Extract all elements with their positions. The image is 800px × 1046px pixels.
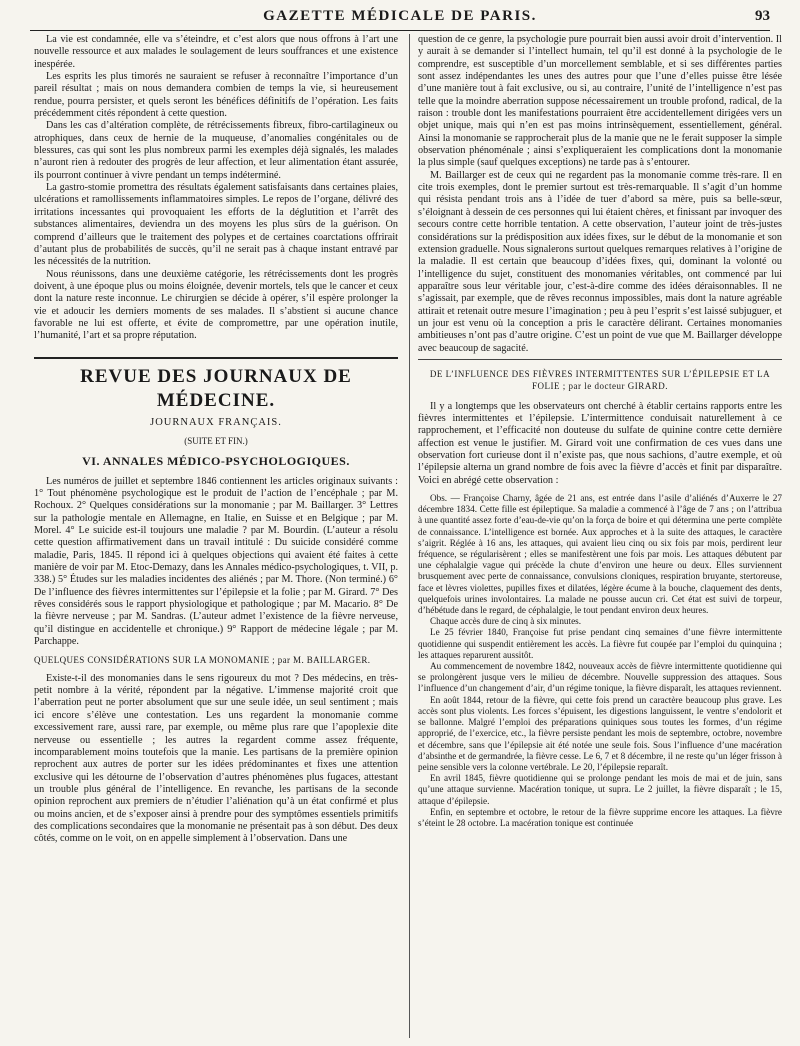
- page-number: 93: [755, 8, 770, 24]
- review-continuation: (SUITE ET FIN.): [184, 435, 248, 446]
- article-heading: QUELQUES CONSIDÉRATIONS SUR LA MONOMANIE ; par M. BAILLARGER.: [34, 655, 371, 666]
- paragraph: En août 1844, retour de la fièvre, qui cette fois prend un caractère beaucoup plus grave. Les accès sont plus violents. Les forces s’épuisent, les digestions languissent, le ventre s’endolorit et se ballonne. Malgré l’emploi des préparations quiniques sous toutes les formes, d’un régime approprié, de l’exercice, etc., la fièvre persiste pendant les mois de septembre, octobre, novembre et décembre, sans que l’épilepsie ait été notée une seule fois. Sous l’influence d’une macération d’absinthe et de germandrée, la fièvre cesse. Le 6, 7 et 8 décembre, il ne reste qu’un léger frisson à peine sensible vers la colonne vertébrale. Le 20, l’épilepsie reparaît.: [418, 694, 782, 772]
- paragraph: Les esprits les plus timorés ne sauraient se refuser à reconnaître l’importance d’un pareil résultat ; mais on nous demandera combien de temps la vie, si heureusement rendue, pourra persister, et quels seront les bénéfices définitifs de l’opération. Les faits précédemment cités répondent à cette question.: [34, 71, 398, 120]
- paragraph: Nous réunissons, dans une deuxième catégorie, les rétrécissements dont les progrès doivent, à une époque plus ou moins éloignée, devenir mortels, tels que le cancer et ceux dont la nature reste inconnue. Le chirurgien se décide à opérer, s’il espère prolonger la vie et adoucir les derniers moments de ses malades. Il s’abstient si aucune chance favorable ne lui est offerte, et évite de compromettre, par une opération inutile, l’humanité, l’art et sa propre réputation.: [34, 268, 398, 342]
- paragraph: Au commencement de novembre 1842, nouveaux accès de fièvre intermittente quotidienne qui se prolongèrent jusque vers le milieu de décembre. Nouvelle suppression des attaques. Sous l’influence d’un changement d’air, d’un régime tonique, la fièvre disparaît, les attaques reviennent.: [418, 661, 782, 694]
- paragraph: La gastro-stomie promettra des résultats également satisfaisants dans certaines plaies, ulcérations et ramollissements inflammatoires simples. Le repos de l’organe, délivré des irritations incessantes qui provoquaient les efforts de la déglutition et l’arrêt des substances alimentaires, deviendra un des moyens les plus sûrs de la guérison. On comprend d’ailleurs que le traitement des polypes et de certaines coarctations offrirait d’autant plus de probabilités de succès, qu’il ne serait pas à chaque instant entravé par les nécessités de la nutrition.: [34, 182, 398, 268]
- page-header: [30, 6, 770, 31]
- section-divider: [418, 359, 782, 360]
- observation-block: [418, 493, 782, 829]
- column-divider: [409, 34, 410, 1038]
- paragraph: question de ce genre, la psychologie pure pourrait bien aussi avoir droit d’intervention. Il y aurait à se demander si l’intellect humain, tel qu’il est donné à la psychologie de le comprendre, est susceptible d’un morcellement semblable, et si ses différentes parties sont assez indépendantes les unes des autres pour que l’une d’elles puisse être lésée d’une manière tout à fait exclusive, ou si, au contraire, l’unité de l’intelligence n’est pas telle que la moindre aberration suppose nécessairement un trouble profond, radical, de la raison : trouble dont les manifestations pourraient être accidentellement dirigées vers un objet unique, mais qui n’en est pas moins intrinsèquement, essentiellement, général. Ainsi la monomanie se rapprocherait plus de la manie que ne le ferait supposer la simple observation phénoménale ; ainsi s’expliqueraient les complications dont la monomanie la plus simple (sauf quelques exceptions) ne tarde pas à s’entourer.: [418, 34, 782, 169]
- paragraph: M. Baillarger est de ceux qui ne regardent pas la monomanie comme très-rare. Il en cite trois exemples, dont le premier surtout est très-remarquable. Il s’agit d’un homme qui résista pendant trois ans à l’idée de tuer d’abord sa mère, puis sa belle-sœur, s’éloignant à dessein de ces personnes qui lui étaient chères, et finissant par invoquer des secours contre cette horrible tentation. A cette observation, l’auteur joint de très-justes considérations sur la prédisposition aux idées fixes, sur le début de la monomanie et son extension graduelle. Nous signalerons surtout quelques remarques relatives à l’origine de la maladie. Il est certain que beaucoup d’idées fixes, qui, dominant la volonté ou l’intelligence du sujet, constituent des monomanies véritables, ont commencé par lui apparaître sous leur véritable jour, c’est-à-dire comme des idées déraisonnables. Il ne s’agissait, par exemple, que de rêves reconnus impossibles, mais dont la nature agréable attirait et retenait outre mesure l’imagination ; peu à peu l’esprit s’est laissé subjuguer, et un jour est venu où la conception a pris le caractère délirant. Certaines monomanies ambitieuses n’ont pas d’autre origine. C’est un point de vue que M. Baillarger développe avec beaucoup de sagacité.: [418, 169, 782, 354]
- paragraph: Dans les cas d’altération complète, de rétrécissements fibreux, fibro-cartilagineux ou atrophiques, dans ceux de hernie de la muqueuse, d’anomalies congénitales ou de blessures, cas qui sont les plus nombreux parmi les exemples déjà signalés, les malades n’auront rien à redouter des progrès de leur affection, et leur alimentation étant assurée, ils pourront continuer à vivre pendant un temps indéterminé.: [34, 120, 398, 181]
- paragraph: Les numéros de juillet et septembre 1846 contiennent les articles originaux suivants : 1° Tout phénomène psychologique est le produit de l’action de l’encéphale ; par M. Rochoux. 2° Quelques considérations sur la monomanie ; par M. Baillarger. 3° Lettres sur la pathologie mentale en Allemagne, en Italie, en Suisse et en Belgique ; par M. Morel. 4° Le suicide est-il toujours une maladie ? par M. Bourdin. (L’auteur a résolu cette question affirmativement dans un travail intitulé : Du suicide considéré comme maladie, Paris, 1845. Il répond ici à quelques objections qui avaient été faites à cette manière de voir par M. Etoc-Demazy, dans les Annales médico-psychologiques, t. VII, p. 338.) 5° Études sur les maladies incidentes des aliénés ; par M. Thore. (Non terminé.) 6° De l’influence des fièvres intermittentes sur l’épilepsie et la folie ; par M. Girard. 7° Des rêves considérés sous le rapport physiologique et pathologique ; par M. Macario. 8° De la fièvre nerveuse ; par M. Sandras. (L’auteur admet l’existence de la fièvre nerveuse, qu’il distingue en accidentelle et chronique.) 9° Rapport de médecine légale ; par M. Parchappe.: [34, 475, 398, 648]
- paragraph: Enfin, en septembre et octobre, le retour de la fièvre supprime encore les attaques. La fièvre s’éteint le 28 octobre. La macération tonique est continuée: [418, 806, 782, 828]
- review-title: REVUE DES JOURNAUX DE MÉDECINE.: [34, 357, 398, 413]
- section-heading: VI. ANNALES MÉDICO-PSYCHOLOGIQUES.: [82, 454, 350, 469]
- article-heading: DE L’INFLUENCE DES FIÈVRES INTERMITTENTES SUR L’ÉPILEPSIE ET LA FOLIE ; par le docteur GIRARD.: [429, 368, 771, 392]
- paragraph: Le 25 février 1840, Françoise fut prise pendant cinq semaines d’une fièvre intermittente quotidienne qui suspendit entièrement les accès. La fièvre fut coupée par l’emploi du quinquina ; les attaques reparurent aussitôt.: [418, 627, 782, 660]
- paragraph: La vie est condamnée, elle va s’éteindre, et c’est alors que nous offrons à l’art une nouvelle ressource et aux malades le soulagement de leurs souffrances et une existence inespérée.: [34, 34, 398, 70]
- left-column: [34, 34, 398, 1040]
- paragraph: Existe-t-il des monomanies dans le sens rigoureux du mot ? Des médecins, en très-petit nombre à la vérité, répondent par la négative. L’immense majorité croit que l’aberration peut ne porter absolument que sur une seule idée, un seul sentiment ; mais ici encore s’élève une contestation. Les uns regardent la monomanie comme excessivement rare, aussi rare, par exemple, ou même plus rare que l’apoplexie dite nerveuse ou essentielle ; les autres la regardent comme assez fréquente, incomparablement moins toutefois que la manie. Les partisans de la première opinion reprochent aux autres de porter sur les idées prédominantes et fixes une attention exclusive qui les détourne de l’observation d’autres phénomènes plus fugaces, attestant un trouble plus général de l’intelligence. En revanche, les partisans de la seconde opinion reprochent aux premiers de n’étudier l’aliénation qu’à un état confirmé et plus ou moins ancien, et de s’exposer ainsi à prendre pour des symptômes essentiels primitifs des complications secondaires que la monomanie ne présentait pas à son début. Des deux côtés, comme on le voit, on en appelle simplement à l’observation. Dans une: [34, 672, 398, 845]
- review-subtitle: JOURNAUX FRANÇAIS.: [150, 416, 282, 428]
- paragraph: Chaque accès dure de cinq à six minutes.: [430, 616, 582, 627]
- paragraph: Il y a longtemps que les observateurs ont cherché à établir certains rapports entre les fièvres intermittentes et l’épilepsie. L’intermittence conduisait naturellement à ce rapprochement, et l’efficacité non douteuse du sulfate de quinine contre cette dernière affection est venue le justifier. M. Girard voit une confirmation de ces vues dans une observation fort curieuse dont il n’existe pas, que nous sachions, d’autre exemple, et où l’épilepsie alterna un grand nombre de fois avec la fièvre d’accès et finit par disparaître. Voici en abrégé cette observation :: [418, 400, 782, 486]
- paragraph: En avril 1845, fièvre quotidienne qui se prolonge pendant les mois de mai et de juin, sans qu’une attaque survienne. Macération tonique, ut supra. Le 2 juillet, la fièvre disparaît ; le 15, attaque d’épilepsie.: [418, 773, 782, 806]
- paragraph: Obs. — Françoise Charny, âgée de 21 ans, est entrée dans l’asile d’aliénés d’Auxerre le 27 décembre 1834. Cette fille est épileptique. Sa maladie a commencé à l’âge de 7 ans ; on l’attribua à une quantité assez forte d’eau-de-vie qu’on la força de boire et qui détermina une perte complète de connaissance. L’intelligence est bornée. Aux approches et à la suite des attaques, le caractère s’aigrit. Réglée à 16 ans, les attaques, qui avaient lieu cinq ou six fois par mois, perdirent leur fréquence, se régularisèrent ; elles se manifestèrent une fois par mois. Les attaques débutent par une céphalalgie vague qui précède la chute d’environ une heure ou deux. Elles surviennent brusquement avec perte de connaissance, convulsions cloniques, respiration bruyante, stertoreuse, face et lèvres violettes, pupilles fixes et dilatées, légère écume à la bouche, claquement des dents, quelquefois urines involontaires. La malade ne pousse aucun cri. Cet état est suivi de torpeur, d’hébétude dans le regard, de céphalalgie, le tout pendant environ deux heures.: [418, 493, 782, 616]
- journal-title: GAZETTE MÉDICALE DE PARIS.: [263, 8, 537, 24]
- right-column: [418, 34, 782, 1040]
